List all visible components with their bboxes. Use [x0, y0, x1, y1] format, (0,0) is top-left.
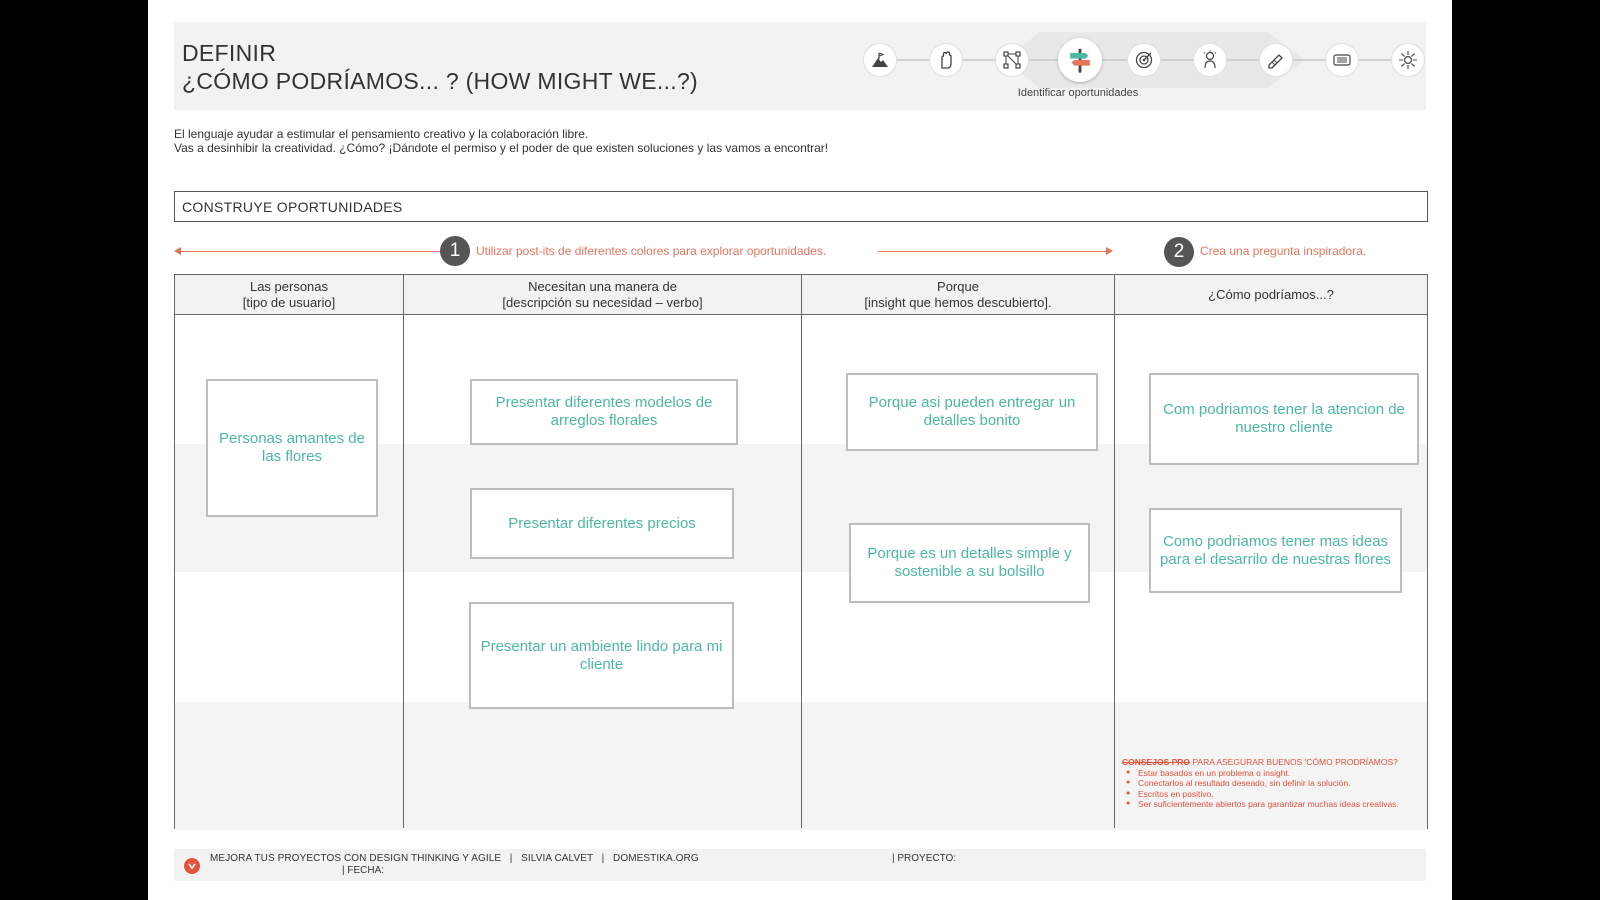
- step-1-badge: 1: [440, 236, 470, 266]
- step-2-instruction: Crea una pregunta inspiradora.: [1200, 244, 1367, 258]
- pro-tip-item: ● Ser suficientemente abiertos para garantizar muchas ideas creativas.: [1122, 799, 1422, 810]
- footer-credits: MEJORA TUS PROYECTOS CON DESIGN THINKING Y AGILE | SILVIA CALVET | DOMESTIKA.ORG: [210, 853, 699, 864]
- network-nodes-icon[interactable]: [996, 44, 1028, 76]
- footer: [174, 849, 1426, 881]
- hand-icon[interactable]: [930, 44, 962, 76]
- domestika-logo-icon: [184, 858, 200, 874]
- column-header-porque: Porque [insight que hemos descubierto].: [802, 275, 1114, 315]
- step-1-instruction: Utilizar post-its de diferentes colores para explorar oportunidades.: [476, 244, 827, 258]
- column-header-necesidad: Necesitan una manera de [descripción su necesidad – verbo]: [404, 275, 801, 315]
- header: [174, 22, 1426, 110]
- target-icon[interactable]: [1128, 44, 1160, 76]
- postit-porque-2[interactable]: Porque es un detalles simple y sostenible a su bolsillo: [849, 523, 1090, 603]
- column-divider-3: [1114, 275, 1115, 828]
- intro-line-1: El lenguaje ayudar a estimular el pensamiento creativo y la colaboración libre.: [174, 127, 589, 141]
- page-subtitle: ¿CÓMO PODRÍAMOS... ? (HOW MIGHT WE...?): [182, 68, 699, 94]
- postit-porque-1[interactable]: Porque asi pueden entregar un detalles bonito: [846, 373, 1098, 451]
- instructions-row: [174, 236, 1428, 268]
- pro-tip-item: ● Escritos en positivo.: [1122, 789, 1422, 800]
- postit-necesidad-3[interactable]: Presentar un ambiente lindo para mi cliente: [469, 602, 734, 709]
- signpost-icon[interactable]: [1058, 38, 1102, 82]
- list-icon[interactable]: [1326, 44, 1358, 76]
- postit-como-1[interactable]: Com podriamos tener la atencion de nuestro cliente: [1149, 373, 1419, 465]
- arrow-right-line: [878, 251, 1108, 252]
- postit-personas-1[interactable]: Personas amantes de las flores: [206, 379, 378, 517]
- step-2-badge: 2: [1164, 237, 1194, 267]
- postit-como-2[interactable]: Como podriamos tener mas ideas para el desarrilo de nuestras flores: [1149, 508, 1402, 593]
- gear-burst-icon[interactable]: [1392, 44, 1424, 76]
- pro-tips-list: [1122, 768, 1422, 810]
- process-steps: [864, 22, 1424, 110]
- page-title: DEFINIR: [182, 40, 277, 66]
- intro-text: [174, 127, 828, 155]
- pro-tips: [1122, 757, 1422, 810]
- mountain-flag-icon[interactable]: [864, 44, 896, 76]
- pro-tip-item: ● Estar basados en un problema o insight.: [1122, 768, 1422, 779]
- column-divider-2: [801, 275, 802, 828]
- pro-tip-item: ● Conectarlos al resultado deseado, sin definir la solución.: [1122, 778, 1422, 789]
- active-step-caption: Identificar oportunidades: [1017, 87, 1139, 99]
- footer-project-field: | PROYECTO:: [892, 853, 957, 864]
- intro-line-2: Vas a desinhibir la creatividad. ¿Cómo? ¡Dándote el permiso y el poder de que existen soluciones y las vamos a encontrar!: [174, 141, 829, 155]
- postit-necesidad-2[interactable]: Presentar diferentes precios: [470, 488, 734, 559]
- arrow-right-head: [1106, 247, 1113, 255]
- footer-date-field: | FECHA:: [342, 865, 385, 876]
- section-title: CONSTRUYE OPORTUNIDADES: [174, 191, 1428, 222]
- arrow-left-line: [178, 251, 440, 252]
- pencil-ruler-icon[interactable]: [1260, 44, 1292, 76]
- worksheet-page: [148, 0, 1452, 900]
- column-header-como-podriamos: ¿Cómo podríamos...?: [1115, 275, 1427, 315]
- column-divider-1: [403, 275, 404, 828]
- column-header-personas: Las personas [tipo de usuario]: [175, 275, 403, 315]
- postit-necesidad-1[interactable]: Presentar diferentes modelos de arreglos florales: [470, 379, 738, 445]
- pro-tips-title: CONSEJOS PRO PARA ASEGURAR BUENOS 'CÓMO PRODRÍAMOS?: [1122, 757, 1398, 767]
- lightbulb-person-icon[interactable]: [1194, 44, 1226, 76]
